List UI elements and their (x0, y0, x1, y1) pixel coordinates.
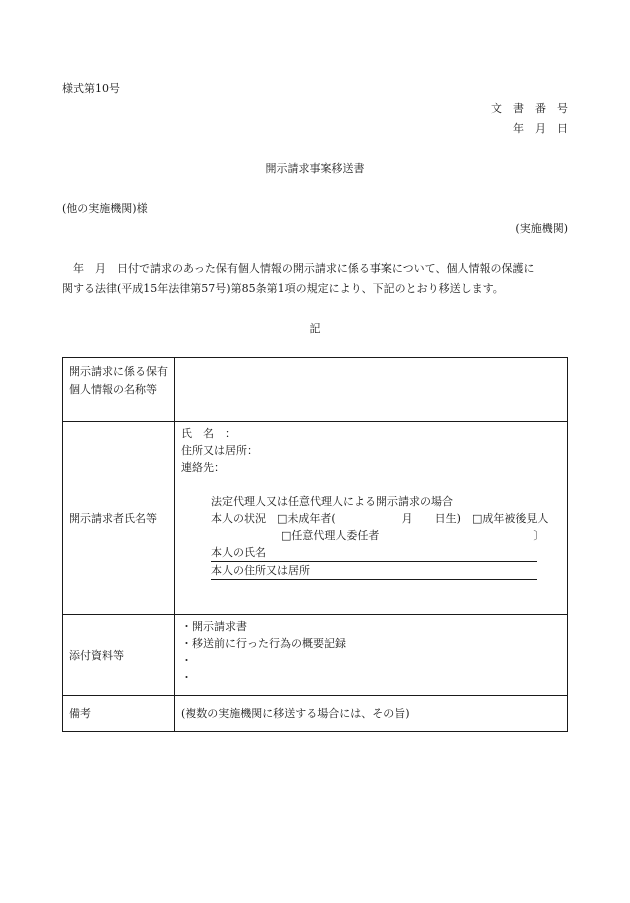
requester-details (175, 422, 567, 583)
proxy-heading: 法定代理人又は任意代理人による開示請求の場合 (211, 495, 453, 508)
attachments-list (175, 615, 567, 689)
list-item: ・移送前に行った行為の概要記録 (181, 637, 346, 650)
sender-agency: (実施機関) (515, 222, 568, 235)
form-number: 様式第10号 (62, 82, 120, 95)
requester-name-field[interactable]: 氏 名 ： (181, 427, 236, 440)
row-label-info-name: 開示請求に係る保有個人情報の名称等 (69, 365, 168, 396)
table-row (63, 615, 568, 696)
list-item: ・開示請求書 (181, 620, 247, 633)
row-label-requester: 開示請求者氏名等 (69, 511, 157, 525)
table-row (63, 422, 568, 615)
table-row (63, 358, 568, 422)
addressee: (他の実施機関)様 (62, 202, 148, 215)
row-label-attachments: 添付資料等 (69, 648, 124, 662)
requester-address-field[interactable]: 住所又は居所： (181, 444, 258, 457)
list-item[interactable]: ・ (181, 671, 192, 684)
ki-marker: 記 (309, 322, 321, 335)
info-name-cell[interactable] (175, 358, 568, 422)
remarks-field[interactable]: (複数の実施機関に移送する場合には、その旨) (181, 707, 410, 720)
principal-name-field[interactable]: 本人の氏名 (211, 544, 537, 562)
principal-address-field[interactable]: 本人の住所又は居所 (211, 562, 537, 580)
document-number-label: 文 書 番 号 (491, 102, 568, 115)
proxy-delegator-line[interactable]: □任意代理人委任者 〕 (281, 529, 545, 542)
date-label: 年 月 日 (513, 122, 568, 135)
row-label-remarks: 備考 (69, 707, 91, 720)
body-text-line-2: 関する法律(平成15年法律第57号)第85条第1項の規定により、下記のとおり移送します。 (62, 282, 504, 295)
principal-status-line[interactable]: 本人の状況 □未成年者( 月 日生) □成年被後見人 (211, 512, 549, 525)
body-text-line-1: 年 月 日付で請求のあった保有個人情報の開示請求に係る事案について、個人情報の保護に (62, 262, 535, 275)
table-row (63, 696, 568, 732)
list-item[interactable]: ・ (181, 654, 192, 667)
document-title: 開示請求事案移送書 (265, 162, 365, 175)
transfer-details-table (62, 357, 568, 732)
requester-contact-field[interactable]: 連絡先： (181, 461, 225, 474)
